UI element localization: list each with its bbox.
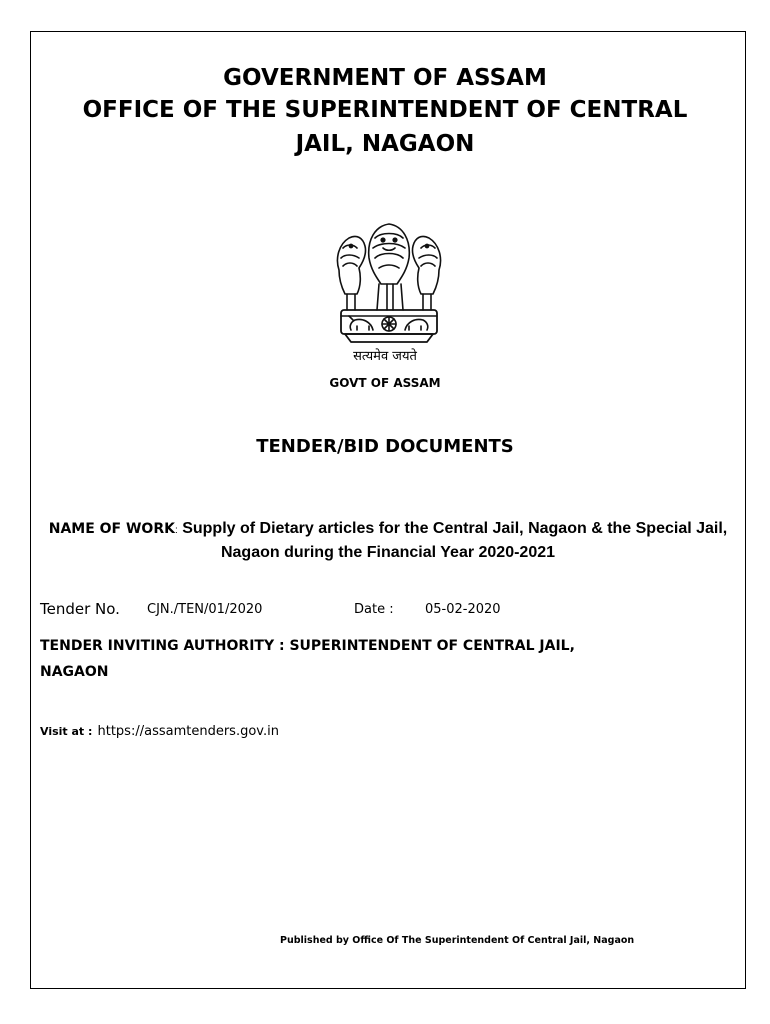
tender-inviting-authority bbox=[40, 633, 720, 685]
date-value: 05-02-2020 bbox=[425, 602, 501, 617]
name-of-work-colon: : bbox=[174, 525, 178, 536]
published-by-footer: Published by Office Of The Superintendent Of Central Jail, Nagaon bbox=[280, 935, 635, 946]
tender-number: CJN./TEN/01/2020 bbox=[147, 602, 263, 617]
authority-line1: TENDER INVITING AUTHORITY : SUPERINTENDENT OF CENTRAL JAIL, bbox=[40, 638, 575, 654]
name-of-work-label: NAME OF WORK bbox=[48, 521, 175, 537]
date-label: Date : bbox=[354, 602, 394, 617]
name-of-work-block bbox=[40, 518, 736, 564]
header-line-government: GOVERNMENT OF ASSAM bbox=[223, 65, 547, 91]
authority-line2: NAGAON bbox=[40, 664, 109, 680]
name-of-work-text: Supply of Dietary articles for the Central Jail, Nagaon & the Special Jail, Nagaon during the Financial Year 2020-2021 bbox=[177, 520, 728, 561]
tender-info-row bbox=[40, 598, 730, 620]
visit-label: Visit at : bbox=[40, 725, 93, 738]
govt-of-assam-label: GOVT OF ASSAM bbox=[329, 376, 441, 390]
document-title: TENDER/BID DOCUMENTS bbox=[256, 436, 514, 457]
header-line-jail: JAIL, NAGAON bbox=[295, 131, 475, 157]
page-border bbox=[30, 31, 746, 989]
tender-no-label: Tender No. bbox=[40, 600, 120, 618]
header-line-office: OFFICE OF THE SUPERINTENDENT OF CENTRAL bbox=[82, 97, 688, 123]
visit-url-link[interactable]: https://assamtenders.gov.in bbox=[97, 724, 279, 739]
visit-row bbox=[40, 720, 279, 742]
national-emblem-icon bbox=[331, 218, 447, 346]
emblem-motto: सत्यमेव जयते bbox=[353, 349, 417, 364]
